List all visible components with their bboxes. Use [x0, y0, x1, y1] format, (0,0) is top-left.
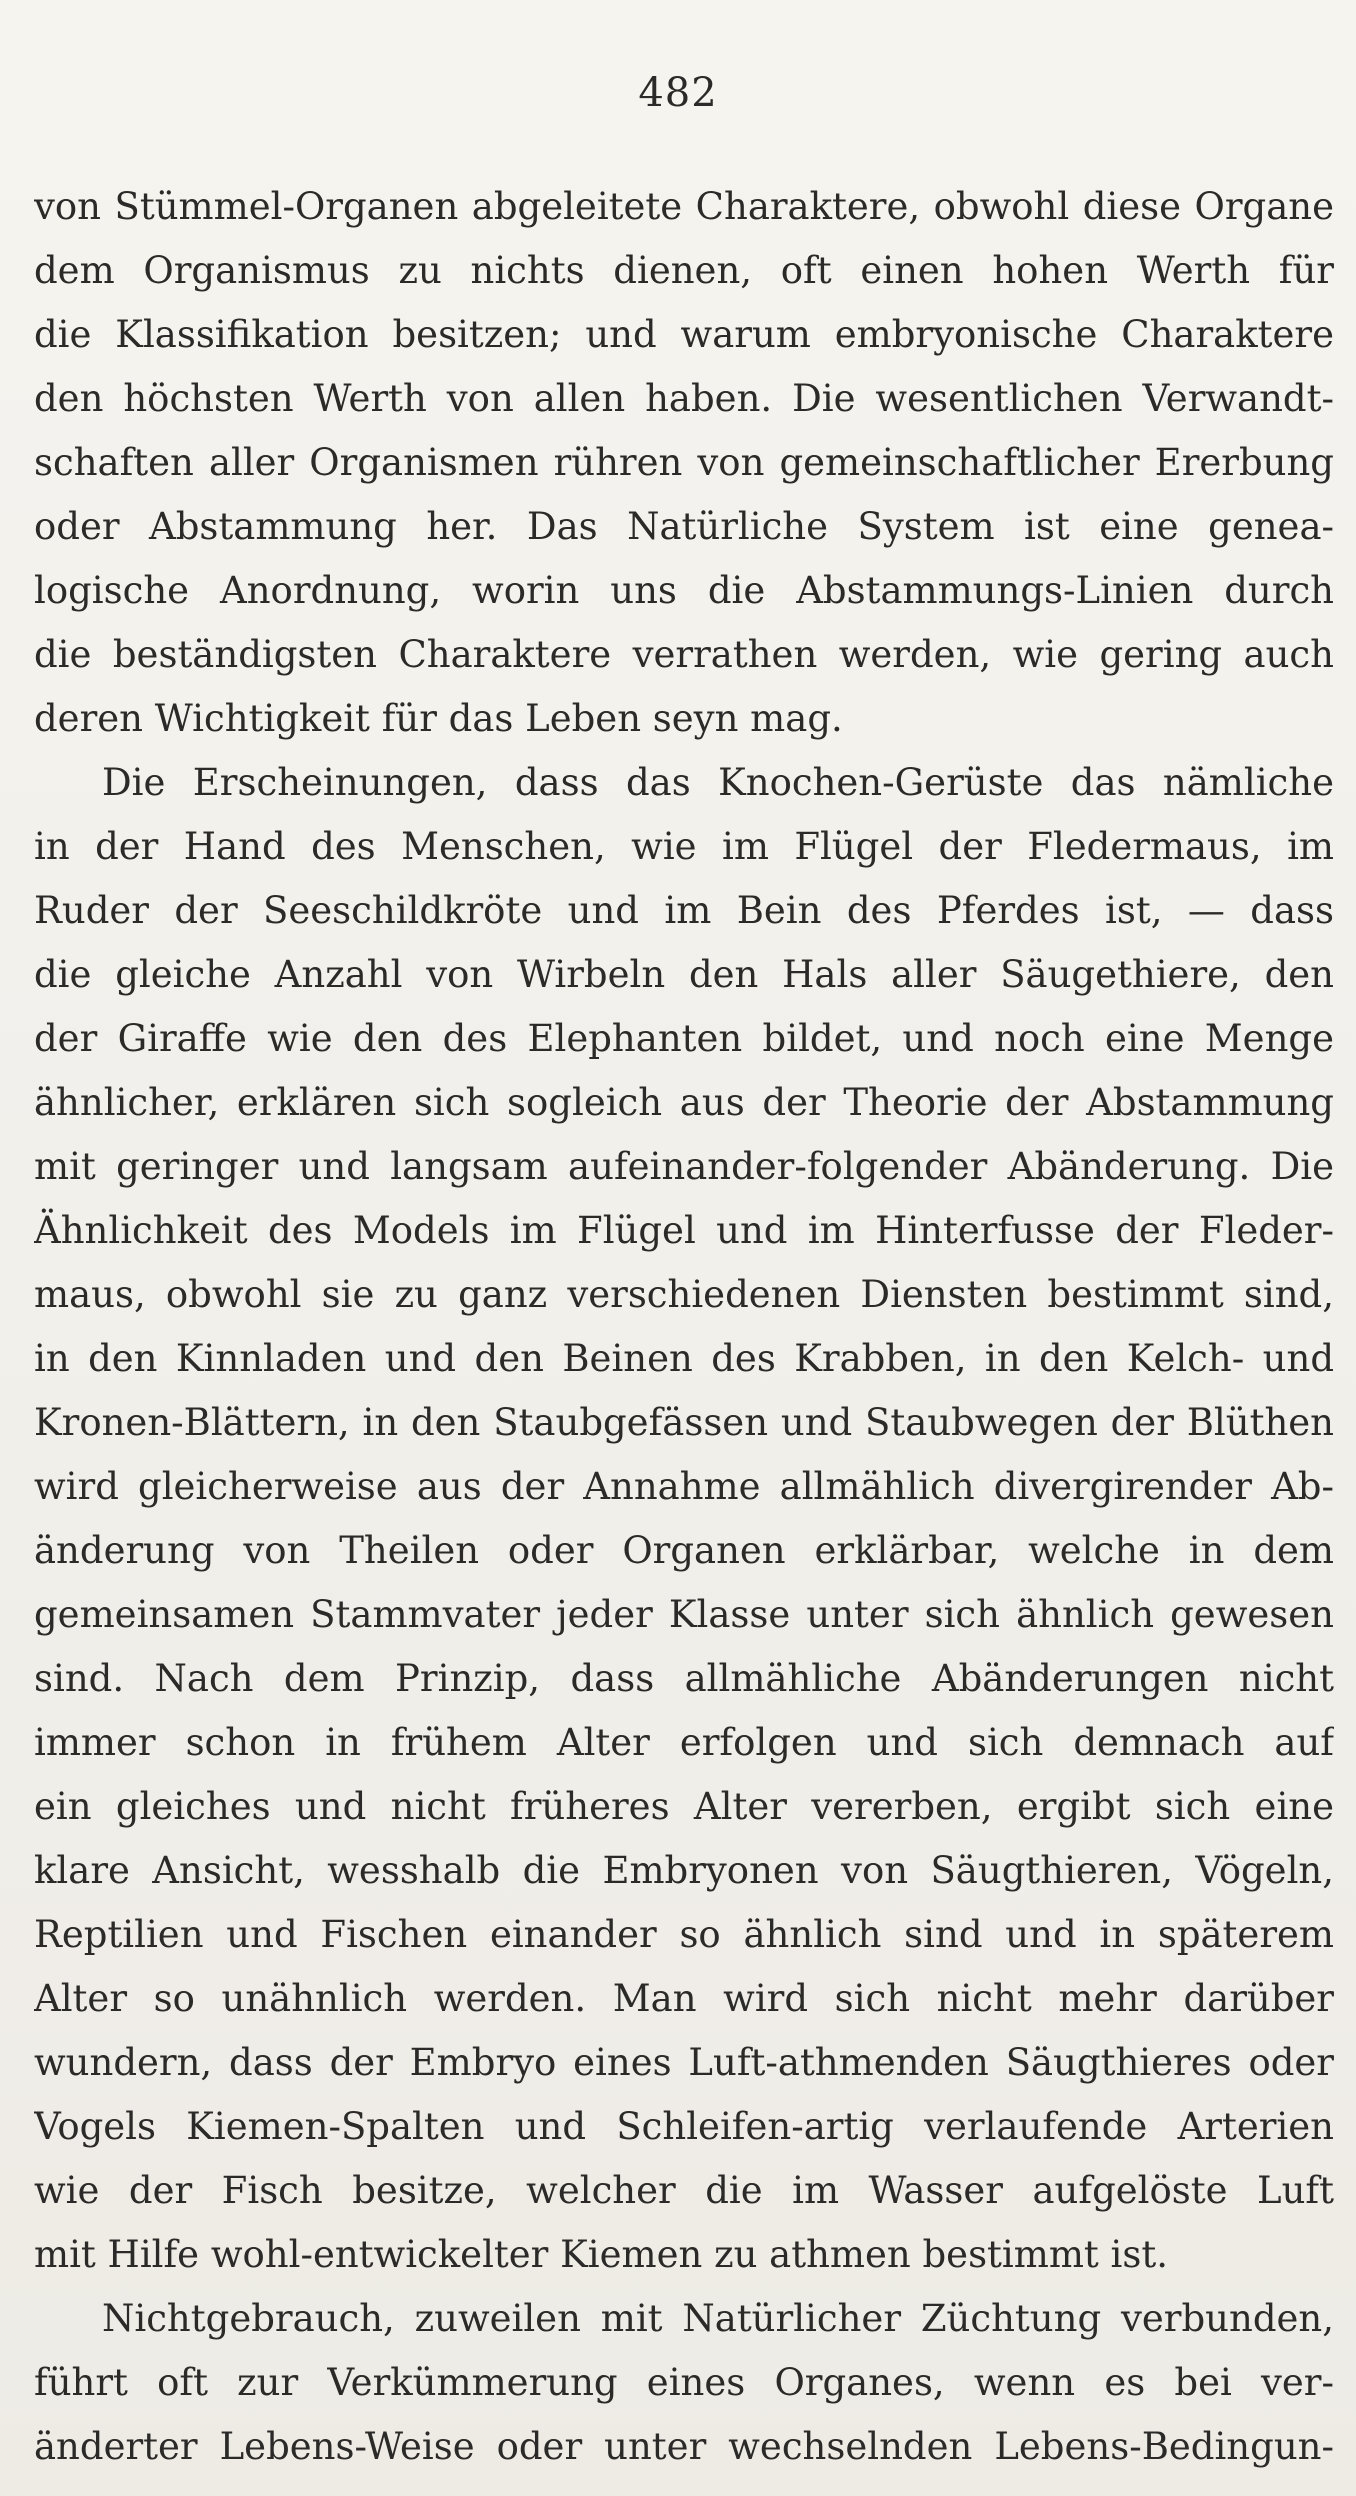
text-line: Nichtgebrauch, zuweilen mit Natürlicher Züchtung verbunden,	[102, 2297, 1334, 2340]
text-line: die gleiche Anzahl von Wirbeln den Hals aller Säugethiere, den	[34, 953, 1334, 996]
text-line: die Klassifikation besitzen; und warum embryonische Charaktere	[34, 313, 1334, 356]
text-line: schaften aller Organismen rühren von gemeinschaftlicher Ererbung	[34, 441, 1334, 484]
text-line: mit Hilfe wohl-entwickelter Kiemen zu athmen bestimmt ist.	[34, 2233, 1169, 2276]
text-line: dem Organismus zu nichts dienen, oft einen hohen Werth für	[34, 249, 1334, 292]
text-line: die beständigsten Charaktere verrathen werden, wie gering auch	[34, 633, 1334, 676]
text-line: Vogels Kiemen-Spalten und Schleifen-artig verlaufende Arterien	[34, 2105, 1334, 2148]
text-line: führt oft zur Verkümmerung eines Organes, wenn es bei ver-	[34, 2361, 1334, 2404]
text-line: logische Anordnung, worin uns die Abstammungs-Linien durch	[34, 569, 1334, 612]
text-line: der Giraffe wie den des Elephanten bildet, und noch eine Menge	[34, 1017, 1334, 1060]
text-line: den höchsten Werth von allen haben. Die wesentlichen Verwandt-	[34, 377, 1334, 420]
text-line: Reptilien und Fischen einander so ähnlich sind und in späterem	[34, 1913, 1334, 1956]
text-line: Ruder der Seeschildkröte und im Bein des Pferdes ist, — dass	[34, 889, 1334, 932]
text-line: Kronen-Blättern, in den Staubgefässen und Staubwegen der Blüthen	[34, 1401, 1334, 1444]
text-line: änderung von Theilen oder Organen erklärbar, welche in dem	[34, 1529, 1334, 1572]
paragraph-1	[34, 175, 1334, 751]
text-line: Die Erscheinungen, dass das Knochen-Gerüste das nämliche	[102, 761, 1334, 804]
text-line: in der Hand des Menschen, wie im Flügel der Fledermaus, im	[34, 825, 1334, 868]
text-line: oder Abstammung her. Das Natürliche System ist eine genea-	[34, 505, 1334, 548]
text-line: wie der Fisch besitze, welcher die im Wasser aufgelöste Luft	[34, 2169, 1334, 2212]
paragraph-2	[34, 751, 1334, 2287]
text-line: maus, obwohl sie zu ganz verschiedenen Diensten bestimmt sind,	[34, 1273, 1334, 1316]
text-line: immer schon in frühem Alter erfolgen und sich demnach auf	[34, 1721, 1334, 1764]
text-line: klare Ansicht, wesshalb die Embryonen von Säugthieren, Vögeln,	[34, 1849, 1334, 1892]
text-line: Alter so unähnlich werden. Man wird sich nicht mehr darüber	[34, 1977, 1334, 2020]
text-line: ähnlicher, erklären sich sogleich aus der Theorie der Abstammung	[34, 1081, 1334, 1124]
text-line: gemeinsamen Stammvater jeder Klasse unter sich ähnlich gewesen	[34, 1593, 1334, 1636]
text-line: ein gleiches und nicht früheres Alter vererben, ergibt sich eine	[34, 1785, 1334, 1828]
page-number: 482	[638, 70, 718, 116]
text-line: änderter Lebens-Weise oder unter wechselnden Lebens-Bedingun-	[34, 2425, 1334, 2468]
text-line: wird gleicherweise aus der Annahme allmählich divergirender Ab-	[34, 1465, 1334, 1508]
text-line: deren Wichtigkeit für das Leben seyn mag.	[34, 697, 843, 740]
text-line: Ähnlichkeit des Models im Flügel und im Hinterfusse der Fleder-	[34, 1209, 1334, 1252]
text-line: von Stümmel-Organen abgeleitete Charaktere, obwohl diese Organe	[34, 185, 1334, 228]
text-line: wundern, dass der Embryo eines Luft-athmenden Säugthieres oder	[34, 2041, 1334, 2084]
paragraph-3	[34, 2287, 1334, 2479]
text-line: mit geringer und langsam aufeinander-folgender Abänderung. Die	[34, 1145, 1334, 1188]
text-line: in den Kinnladen und den Beinen des Krabben, in den Kelch- und	[34, 1337, 1334, 1380]
body-text	[34, 175, 1334, 2479]
text-line: sind. Nach dem Prinzip, dass allmähliche Abänderungen nicht	[34, 1657, 1334, 1700]
